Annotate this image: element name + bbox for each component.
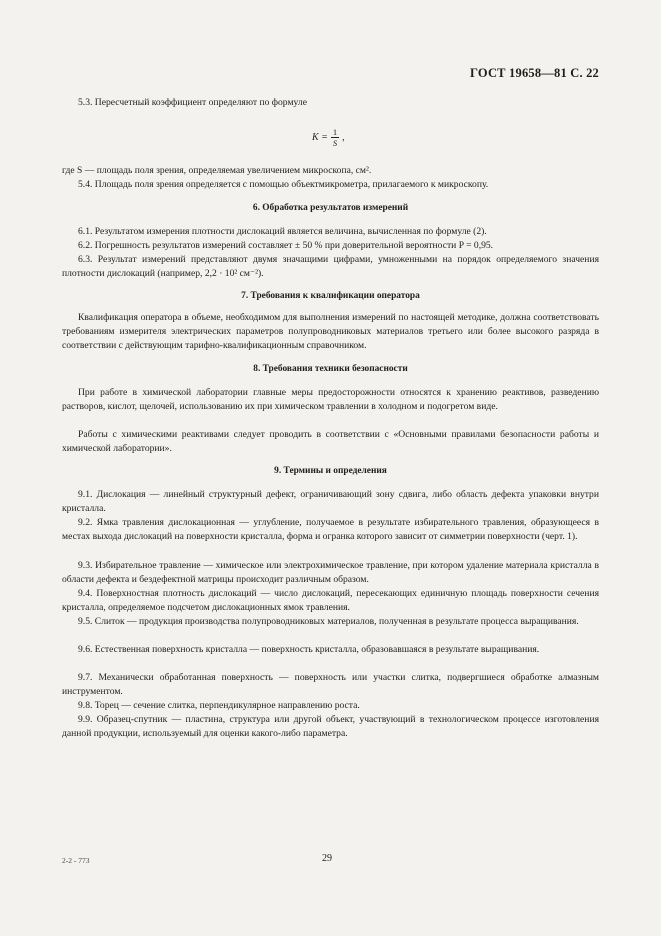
paragraph-8-a: При работе в химической лаборатории главные меры предосторожности относятся к хранению реактивов, разведению растворов, кислот, щелочей, использованию их при химическом травлении в холодном и подогретом виде. [62,387,599,413]
section-6-title: 6. Обработка результатов измерений [252,203,409,213]
formula-numerator: 1 [332,127,338,137]
paragraph-6-1: 6.1. Результатом измерения плотности дислокаций является величина, вычисленная по формуле (2). [78,226,487,237]
paragraph-9-7: 9.7. Механически обработанная поверхность — поверхность или участки слитка, подвергшиеся обработке алмазным инструментом. [62,672,599,698]
paragraph-9-3: 9.3. Избирательное травление — химическое или электрохимическое травление, при котором удаление материала кристалла в области дефекта и бездефектной матрицы происходит различным образом. [62,560,599,586]
formula-denominator: S [332,138,338,148]
formula-fraction [331,127,339,148]
section-9-title: 9. Термины и определения [274,466,387,476]
formula-lhs: K = [312,132,328,143]
paragraph-9-9: 9.9. Образец-спутник — пластина, структура или другой объект, участвующий в технологическом процессе изготовления данной продукции, используемый для оценки какого-либо параметра. [62,714,599,740]
paragraph-9-1: 9.1. Дислокация — линейный структурный дефект, ограничивающий зону сдвига, либо область дефекта упаковки внутри кристалла. [62,489,599,515]
formula [312,127,345,148]
paragraph-9-2: 9.2. Ямка травления дислокационная — углубление, получаемое в результате избирательного травления, образующееся в местах выхода дислокаций на поверхности кристалла, форма и огранка которого зависит от симметрии поверхности (черт. 1). [62,517,599,543]
document-page [62,0,599,936]
page-number: 29 [322,853,332,864]
paragraph-where: где S — площадь поля зрения, определяемая увеличением микроскопа, см². [62,165,372,176]
paragraph-9-5: 9.5. Слиток — продукция производства полупроводниковых материалов, полученная в результате процесса выращивания. [78,616,579,627]
section-8-title: 8. Требования техники безопасности [253,364,408,374]
page-header: ГОСТ 19658—81 С. 22 [470,66,599,80]
paragraph-9-8: 9.8. Торец — сечение слитка, перпендикулярное направлению роста. [78,700,360,711]
section-7-title: 7. Требования к квалификации оператора [241,291,420,301]
paragraph-6-2: 6.2. Погрешность результатов измерений составляет ± 50 % при доверительной вероятности P = 0,95. [78,240,494,251]
paragraph-5-4: 5.4. Площадь поля зрения определяется с помощью объектмикрометра, прилагаемого к микроскопу. [78,179,489,190]
paragraph-9-4: 9.4. Поверхностная плотность дислокаций — число дислокаций, пересекающих единичную площадь поверхности сечения кристалла, определяемое подсчетом дислокационных ямок травления. [62,588,599,614]
paragraph-9-6: 9.6. Естественная поверхность кристалла — поверхность кристалла, образовавшаяся в результате выращивания. [78,644,540,655]
paragraph-7: Квалификация оператора в объеме, необходимом для выполнения измерений по настоящей методике, должна соответствовать требованиям измерителя электрических параметров полупроводниковых материалов третьего или более высокого разряда в соответствии с действующим тарифно-квалификационным справочником. [62,312,599,352]
footer-code: 2-2 - 773 [62,856,90,865]
paragraph-5-3: 5.3. Пересчетный коэффициент определяют по формуле [78,97,307,108]
formula-tail: , [342,132,345,143]
paragraph-6-3: 6.3. Результат измерений представляют двумя значащими цифрами, умноженными на порядок определяемого значения плотности дислокаций (например, 2,2 · 10² см⁻²). [62,254,599,280]
paragraph-8-b: Работы с химическими реактивами следует проводить в соответствии с «Основными правилами безопасности работы и химической лаборатории». [62,429,599,455]
